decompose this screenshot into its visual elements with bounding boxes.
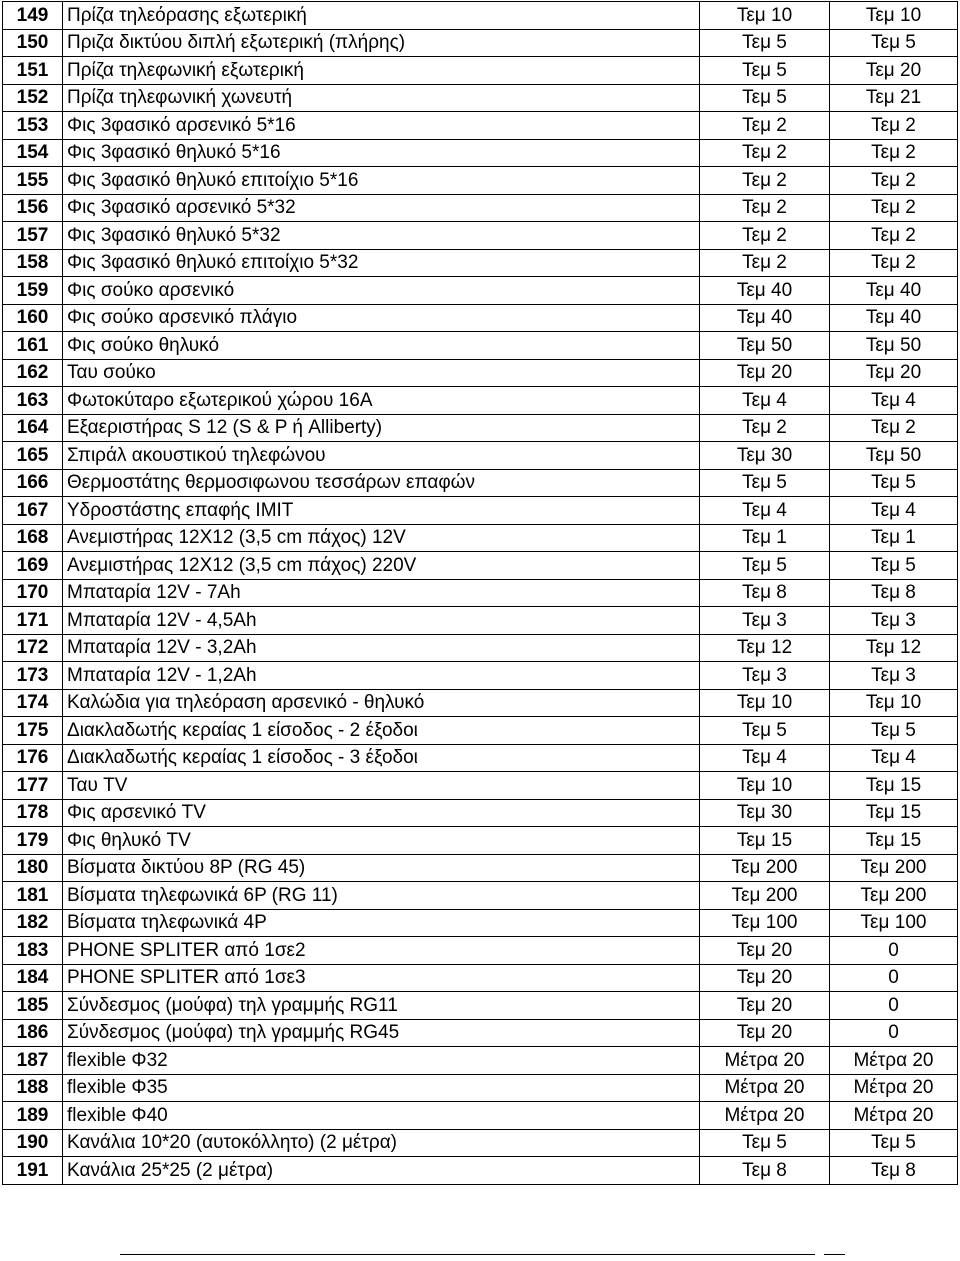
item-description-cell: Φις 3φασικό αρσενικό 5*16 [63, 112, 700, 140]
item-number-cell: 165 [3, 442, 63, 470]
quantity-cell: Τεμ 2 [700, 249, 830, 277]
item-number-cell: 159 [3, 277, 63, 305]
quantity-cell: Τεμ 2 [700, 112, 830, 140]
quantity-cell-secondary: Τεμ 10 [830, 2, 958, 30]
quantity-cell-secondary: 0 [830, 964, 958, 992]
quantity-cell-secondary: Τεμ 15 [830, 772, 958, 800]
quantity-cell: Τεμ 2 [700, 414, 830, 442]
item-description-cell: Φις θηλυκό TV [63, 827, 700, 855]
table-row [3, 2, 958, 30]
item-description-cell: Φις σούκο αρσενικό [63, 277, 700, 305]
item-description-cell: Πρίζα τηλεφωνική χωνευτή [63, 84, 700, 112]
quantity-cell: Τεμ 20 [700, 964, 830, 992]
item-number-cell: 149 [3, 2, 63, 30]
quantity-cell-secondary: Τεμ 200 [830, 854, 958, 882]
quantity-cell: Τεμ 30 [700, 442, 830, 470]
quantity-cell: Τεμ 20 [700, 1019, 830, 1047]
item-description-cell: Μπαταρία 12V - 3,2Ah [63, 634, 700, 662]
quantity-cell: Τεμ 40 [700, 277, 830, 305]
item-description-cell: Σπιράλ ακουστικού τηλεφώνου [63, 442, 700, 470]
item-description-cell: Διακλαδωτής κεραίας 1 είσοδος - 3 έξοδοι [63, 744, 700, 772]
item-description-cell: Εξαεριστήρας S 12 (S & P ή Alliberty) [63, 414, 700, 442]
quantity-cell: Τεμ 2 [700, 222, 830, 250]
quantity-cell: Τεμ 3 [700, 662, 830, 690]
item-number-cell: 160 [3, 304, 63, 332]
item-number-cell: 177 [3, 772, 63, 800]
table-row [3, 1102, 958, 1130]
quantity-cell-secondary: 0 [830, 992, 958, 1020]
quantity-cell-secondary: Τεμ 15 [830, 799, 958, 827]
item-description-cell: Φις 3φασικό αρσενικό 5*32 [63, 194, 700, 222]
table-row [3, 882, 958, 910]
table-row [3, 249, 958, 277]
quantity-cell-secondary: Τεμ 20 [830, 57, 958, 85]
table-row [3, 1129, 958, 1157]
quantity-cell: Τεμ 40 [700, 304, 830, 332]
quantity-cell-secondary: Τεμ 21 [830, 84, 958, 112]
item-number-cell: 190 [3, 1129, 63, 1157]
quantity-cell-secondary: Τεμ 40 [830, 277, 958, 305]
item-description-cell: Καλώδια για τηλεόραση αρσενικό - θηλυκό [63, 689, 700, 717]
item-number-cell: 166 [3, 469, 63, 497]
quantity-cell-secondary: Τεμ 12 [830, 634, 958, 662]
item-description-cell: Κανάλια 10*20 (αυτοκόλλητο) (2 μέτρα) [63, 1129, 700, 1157]
quantity-cell-secondary: 0 [830, 1019, 958, 1047]
item-number-cell: 169 [3, 552, 63, 580]
quantity-cell-secondary: Τεμ 40 [830, 304, 958, 332]
table-row [3, 57, 958, 85]
quantity-cell: Τεμ 5 [700, 84, 830, 112]
item-number-cell: 181 [3, 882, 63, 910]
item-number-cell: 163 [3, 387, 63, 415]
item-number-cell: 175 [3, 717, 63, 745]
document-page [2, 1, 957, 1185]
item-description-cell: Ταυ σούκο [63, 359, 700, 387]
item-description-cell: Σύνδεσμος (μούφα) τηλ γραμμής RG11 [63, 992, 700, 1020]
item-number-cell: 176 [3, 744, 63, 772]
quantity-cell: Τεμ 1 [700, 524, 830, 552]
item-description-cell: Πρίζα τηλεόρασης εξωτερική [63, 2, 700, 30]
item-number-cell: 158 [3, 249, 63, 277]
quantity-cell: Τεμ 50 [700, 332, 830, 360]
item-number-cell: 188 [3, 1074, 63, 1102]
quantity-cell-secondary: Τεμ 4 [830, 497, 958, 525]
item-number-cell: 153 [3, 112, 63, 140]
item-description-cell: Πριζα δικτύου διπλή εξωτερική (πλήρης) [63, 29, 700, 57]
item-description-cell: Μπαταρία 12V - 4,5Ah [63, 607, 700, 635]
quantity-cell: Τεμ 10 [700, 2, 830, 30]
quantity-cell-secondary: 0 [830, 937, 958, 965]
quantity-cell-secondary: Μέτρα 20 [830, 1074, 958, 1102]
item-description-cell: Φις 3φασικό θηλυκό επιτοίχιο 5*32 [63, 249, 700, 277]
table-row [3, 112, 958, 140]
item-description-cell: Φις 3φασικό θηλυκό επιτοίχιο 5*16 [63, 167, 700, 195]
table-row [3, 1047, 958, 1075]
table-row [3, 744, 958, 772]
quantity-cell-secondary: Τεμ 1 [830, 524, 958, 552]
quantity-cell: Τεμ 5 [700, 29, 830, 57]
item-description-cell: Φις σούκο αρσενικό πλάγιο [63, 304, 700, 332]
quantity-cell: Τεμ 2 [700, 167, 830, 195]
quantity-cell-secondary: Τεμ 2 [830, 249, 958, 277]
quantity-cell-secondary: Τεμ 200 [830, 882, 958, 910]
table-row [3, 332, 958, 360]
quantity-cell-secondary: Τεμ 15 [830, 827, 958, 855]
item-number-cell: 157 [3, 222, 63, 250]
table-row [3, 524, 958, 552]
item-number-cell: 191 [3, 1157, 63, 1185]
item-number-cell: 151 [3, 57, 63, 85]
quantity-cell: Τεμ 15 [700, 827, 830, 855]
item-description-cell: Βίσματα δικτύου 8P (RG 45) [63, 854, 700, 882]
table-row [3, 1074, 958, 1102]
quantity-cell-secondary: Τεμ 8 [830, 1157, 958, 1185]
item-number-cell: 152 [3, 84, 63, 112]
item-description-cell: Υδροστάστης επαφής IMIT [63, 497, 700, 525]
item-number-cell: 167 [3, 497, 63, 525]
table-row [3, 909, 958, 937]
item-description-cell: PHONE SPLITER από 1σε2 [63, 937, 700, 965]
quantity-cell-secondary: Τεμ 5 [830, 29, 958, 57]
item-number-cell: 170 [3, 579, 63, 607]
item-description-cell: Θερμοστάτης θερμοσιφωνου τεσσάρων επαφών [63, 469, 700, 497]
quantity-cell-secondary: Τεμ 100 [830, 909, 958, 937]
item-number-cell: 172 [3, 634, 63, 662]
item-description-cell: Πρίζα τηλεφωνική εξωτερική [63, 57, 700, 85]
item-description-cell: Ταυ TV [63, 772, 700, 800]
table-row [3, 772, 958, 800]
table-row [3, 277, 958, 305]
table-row [3, 964, 958, 992]
quantity-cell: Τεμ 2 [700, 194, 830, 222]
quantity-cell-secondary: Τεμ 2 [830, 112, 958, 140]
table-row [3, 717, 958, 745]
item-description-cell: Φωτοκύταρο εξωτερικού χώρου 16Α [63, 387, 700, 415]
item-description-cell: Ανεμιστήρας 12Χ12 (3,5 cm πάχος) 12V [63, 524, 700, 552]
item-description-cell: Φις 3φασικό θηλυκό 5*32 [63, 222, 700, 250]
item-number-cell: 184 [3, 964, 63, 992]
table-row [3, 937, 958, 965]
quantity-cell: Τεμ 100 [700, 909, 830, 937]
quantity-cell: Τεμ 12 [700, 634, 830, 662]
item-number-cell: 174 [3, 689, 63, 717]
quantity-cell: Τεμ 4 [700, 497, 830, 525]
quantity-cell-secondary: Τεμ 4 [830, 744, 958, 772]
quantity-cell: Τεμ 30 [700, 799, 830, 827]
item-number-cell: 164 [3, 414, 63, 442]
table-row [3, 194, 958, 222]
item-number-cell: 185 [3, 992, 63, 1020]
quantity-cell-secondary: Τεμ 8 [830, 579, 958, 607]
quantity-cell-secondary: Τεμ 5 [830, 717, 958, 745]
quantity-cell: Τεμ 5 [700, 469, 830, 497]
quantity-cell: Μέτρα 20 [700, 1102, 830, 1130]
item-number-cell: 183 [3, 937, 63, 965]
quantity-cell: Τεμ 5 [700, 552, 830, 580]
quantity-cell: Τεμ 5 [700, 717, 830, 745]
quantity-cell: Μέτρα 20 [700, 1047, 830, 1075]
item-number-cell: 186 [3, 1019, 63, 1047]
table-row [3, 497, 958, 525]
item-description-cell: Μπαταρία 12V - 1,2Ah [63, 662, 700, 690]
item-description-cell: Φις 3φασικό θηλυκό 5*16 [63, 139, 700, 167]
table-row [3, 442, 958, 470]
quantity-cell: Μέτρα 20 [700, 1074, 830, 1102]
quantity-cell-secondary: Τεμ 50 [830, 332, 958, 360]
table-row [3, 167, 958, 195]
quantity-cell: Τεμ 8 [700, 579, 830, 607]
item-number-cell: 179 [3, 827, 63, 855]
quantity-cell: Τεμ 8 [700, 1157, 830, 1185]
item-description-cell: PHONE SPLITER από 1σε3 [63, 964, 700, 992]
item-number-cell: 161 [3, 332, 63, 360]
table-row [3, 1157, 958, 1185]
quantity-cell: Τεμ 4 [700, 387, 830, 415]
quantity-cell: Τεμ 3 [700, 607, 830, 635]
item-number-cell: 178 [3, 799, 63, 827]
table-row [3, 992, 958, 1020]
quantity-cell-secondary: Τεμ 3 [830, 662, 958, 690]
quantity-cell-secondary: Τεμ 3 [830, 607, 958, 635]
item-description-cell: flexible Φ35 [63, 1074, 700, 1102]
item-description-cell: flexible Φ40 [63, 1102, 700, 1130]
table-row [3, 689, 958, 717]
table-row [3, 607, 958, 635]
quantity-cell-secondary: Τεμ 2 [830, 222, 958, 250]
item-number-cell: 182 [3, 909, 63, 937]
quantity-cell-secondary: Τεμ 5 [830, 1129, 958, 1157]
item-number-cell: 171 [3, 607, 63, 635]
item-number-cell: 154 [3, 139, 63, 167]
table-row [3, 29, 958, 57]
quantity-cell-secondary: Μέτρα 20 [830, 1047, 958, 1075]
item-description-cell: Βίσματα τηλεφωνικά 4P [63, 909, 700, 937]
item-description-cell: Ανεμιστήρας 12Χ12 (3,5 cm πάχος) 220V [63, 552, 700, 580]
quantity-cell: Τεμ 10 [700, 689, 830, 717]
table-row [3, 222, 958, 250]
table-row [3, 827, 958, 855]
quantity-cell-secondary: Τεμ 20 [830, 359, 958, 387]
inventory-table [2, 1, 958, 1185]
quantity-cell-secondary: Τεμ 2 [830, 167, 958, 195]
quantity-cell-secondary: Τεμ 5 [830, 552, 958, 580]
item-description-cell: Σύνδεσμος (μούφα) τηλ γραμμής RG45 [63, 1019, 700, 1047]
item-description-cell: Φις αρσενικό TV [63, 799, 700, 827]
item-number-cell: 173 [3, 662, 63, 690]
item-number-cell: 155 [3, 167, 63, 195]
quantity-cell: Τεμ 20 [700, 937, 830, 965]
signature-line-short [824, 1254, 845, 1255]
table-row [3, 552, 958, 580]
table-row [3, 304, 958, 332]
quantity-cell-secondary: Τεμ 2 [830, 194, 958, 222]
quantity-cell: Τεμ 4 [700, 744, 830, 772]
table-row [3, 84, 958, 112]
quantity-cell: Τεμ 200 [700, 854, 830, 882]
item-description-cell: flexible Φ32 [63, 1047, 700, 1075]
item-description-cell: Μπαταρία 12V - 7Ah [63, 579, 700, 607]
quantity-cell: Τεμ 2 [700, 139, 830, 167]
table-row [3, 634, 958, 662]
inventory-table-body [3, 2, 958, 1185]
table-row [3, 414, 958, 442]
quantity-cell: Τεμ 5 [700, 57, 830, 85]
table-row [3, 662, 958, 690]
quantity-cell-secondary: Μέτρα 20 [830, 1102, 958, 1130]
table-row [3, 854, 958, 882]
table-row [3, 799, 958, 827]
item-number-cell: 189 [3, 1102, 63, 1130]
item-description-cell: Φις σούκο θηλυκό [63, 332, 700, 360]
item-number-cell: 168 [3, 524, 63, 552]
item-number-cell: 150 [3, 29, 63, 57]
item-number-cell: 162 [3, 359, 63, 387]
quantity-cell-secondary: Τεμ 4 [830, 387, 958, 415]
table-row [3, 469, 958, 497]
quantity-cell-secondary: Τεμ 2 [830, 414, 958, 442]
table-row [3, 579, 958, 607]
table-row [3, 139, 958, 167]
quantity-cell-secondary: Τεμ 50 [830, 442, 958, 470]
table-row [3, 387, 958, 415]
quantity-cell: Τεμ 200 [700, 882, 830, 910]
item-description-cell: Κανάλια 25*25 (2 μέτρα) [63, 1157, 700, 1185]
quantity-cell: Τεμ 20 [700, 992, 830, 1020]
table-row [3, 359, 958, 387]
quantity-cell-secondary: Τεμ 5 [830, 469, 958, 497]
quantity-cell-secondary: Τεμ 2 [830, 139, 958, 167]
signature-line [120, 1254, 815, 1255]
quantity-cell: Τεμ 5 [700, 1129, 830, 1157]
item-number-cell: 180 [3, 854, 63, 882]
item-number-cell: 156 [3, 194, 63, 222]
table-row [3, 1019, 958, 1047]
quantity-cell: Τεμ 20 [700, 359, 830, 387]
quantity-cell-secondary: Τεμ 10 [830, 689, 958, 717]
item-description-cell: Διακλαδωτής κεραίας 1 είσοδος - 2 έξοδοι [63, 717, 700, 745]
item-number-cell: 187 [3, 1047, 63, 1075]
item-description-cell: Βίσματα τηλεφωνικά 6P (RG 11) [63, 882, 700, 910]
quantity-cell: Τεμ 10 [700, 772, 830, 800]
